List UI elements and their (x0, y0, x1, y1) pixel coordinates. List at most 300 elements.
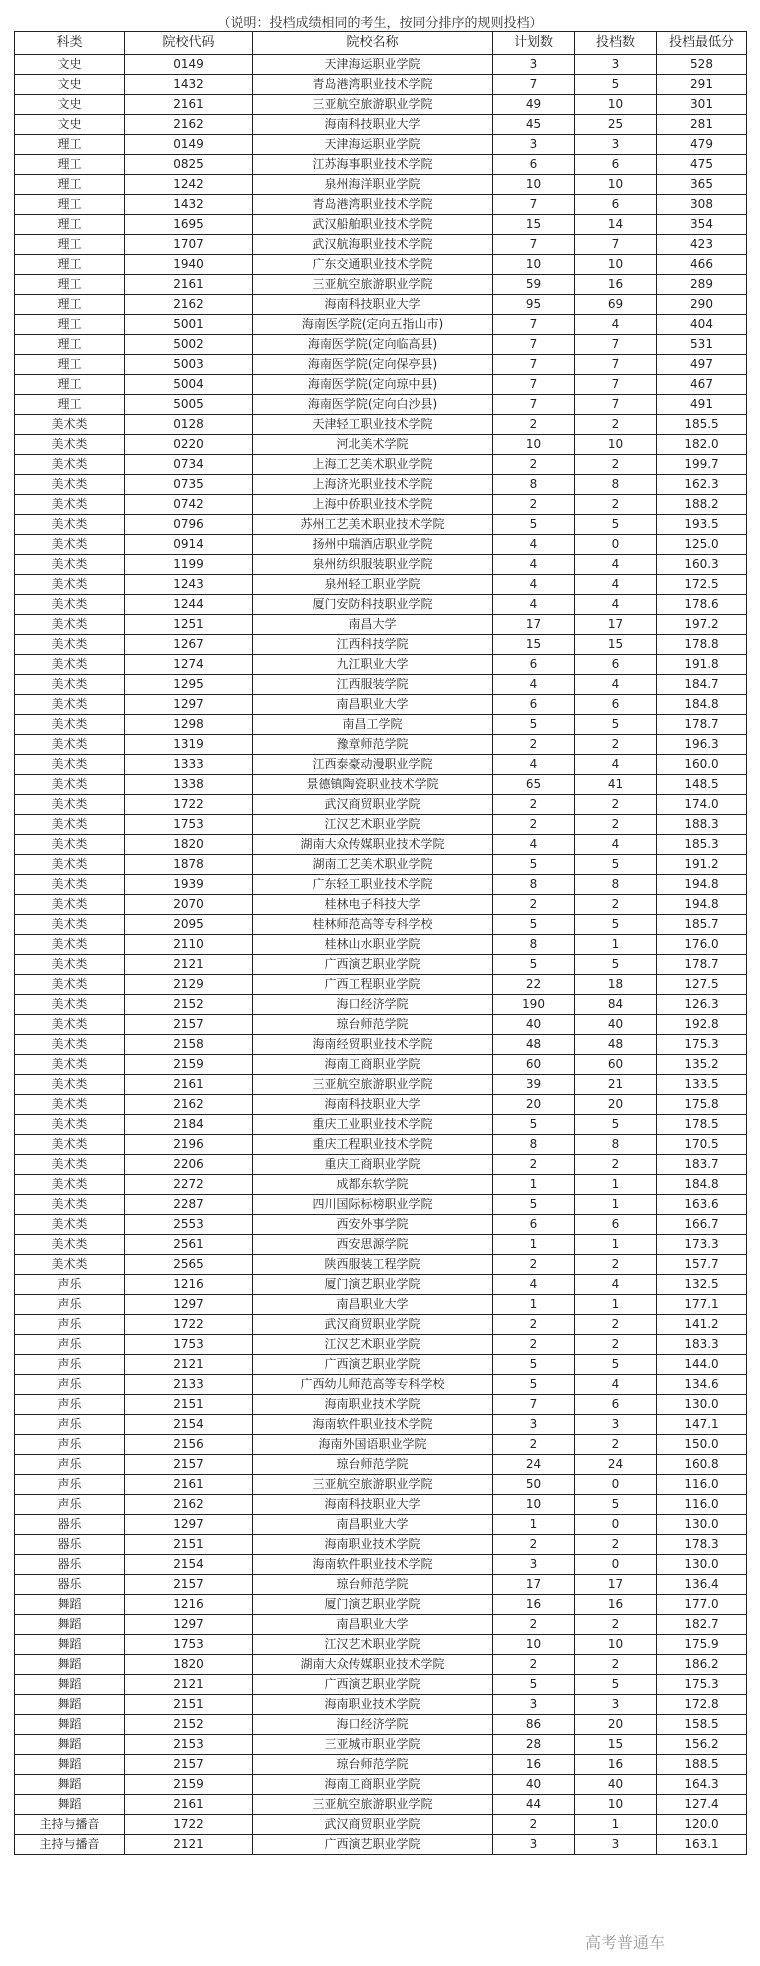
category-cell: 舞蹈 (15, 1595, 125, 1615)
admitted-cell: 4 (575, 835, 657, 855)
min-score-cell: 365 (657, 175, 747, 195)
table-row (15, 1835, 747, 1855)
school-code-cell: 5003 (125, 355, 253, 375)
school-code-cell: 2070 (125, 895, 253, 915)
admitted-cell: 5 (575, 1675, 657, 1695)
school-code-cell: 2162 (125, 115, 253, 135)
min-score-cell: 196.3 (657, 735, 747, 755)
school-code-cell: 1722 (125, 795, 253, 815)
table-row (15, 935, 747, 955)
category-cell: 理工 (15, 175, 125, 195)
category-cell: 声乐 (15, 1495, 125, 1515)
category-cell: 美术类 (15, 1195, 125, 1215)
school-name-cell: 海南职业技术学院 (253, 1535, 493, 1555)
min-score-cell: 308 (657, 195, 747, 215)
table-row (15, 1055, 747, 1075)
table-row (15, 375, 747, 395)
admitted-cell: 3 (575, 135, 657, 155)
category-cell: 美术类 (15, 475, 125, 495)
school-code-cell: 2161 (125, 95, 253, 115)
admitted-cell: 1 (575, 1235, 657, 1255)
school-code-cell: 2565 (125, 1255, 253, 1275)
table-row (15, 1635, 747, 1655)
admitted-cell: 60 (575, 1055, 657, 1075)
watermark-text: 高考普通车 (585, 1933, 666, 1952)
category-cell: 美术类 (15, 675, 125, 695)
category-cell: 理工 (15, 315, 125, 335)
table-row (15, 1695, 747, 1715)
category-cell: 理工 (15, 215, 125, 235)
school-name-cell: 三亚航空旅游职业学院 (253, 1795, 493, 1815)
table-row (15, 1375, 747, 1395)
school-code-cell: 0220 (125, 435, 253, 455)
category-cell: 美术类 (15, 955, 125, 975)
school-code-cell: 1216 (125, 1275, 253, 1295)
school-name-cell: 海南科技职业大学 (253, 295, 493, 315)
plan-cell: 5 (493, 1195, 575, 1215)
plan-cell: 7 (493, 235, 575, 255)
table-row (15, 1475, 747, 1495)
min-score-cell: 466 (657, 255, 747, 275)
min-score-cell: 150.0 (657, 1435, 747, 1455)
school-code-cell: 1707 (125, 235, 253, 255)
admitted-cell: 14 (575, 215, 657, 235)
school-code-cell: 2129 (125, 975, 253, 995)
category-cell: 美术类 (15, 975, 125, 995)
category-cell: 美术类 (15, 1135, 125, 1155)
table-row (15, 1215, 747, 1235)
school-code-cell: 1432 (125, 195, 253, 215)
school-name-cell: 江西泰豪动漫职业学院 (253, 755, 493, 775)
admitted-cell: 2 (575, 1435, 657, 1455)
plan-cell: 5 (493, 1115, 575, 1135)
plan-cell: 1 (493, 1235, 575, 1255)
table-row (15, 1715, 747, 1735)
min-score-cell: 175.8 (657, 1095, 747, 1115)
min-score-cell: 162.3 (657, 475, 747, 495)
admitted-cell: 8 (575, 475, 657, 495)
school-name-cell: 四川国际标榜职业学院 (253, 1195, 493, 1215)
school-name-cell: 西安外事学院 (253, 1215, 493, 1235)
table-row (15, 315, 747, 335)
admitted-cell: 2 (575, 795, 657, 815)
category-cell: 舞蹈 (15, 1775, 125, 1795)
admitted-cell: 4 (575, 315, 657, 335)
school-code-cell: 2196 (125, 1135, 253, 1155)
category-cell: 理工 (15, 335, 125, 355)
admitted-cell: 5 (575, 1115, 657, 1135)
category-cell: 声乐 (15, 1455, 125, 1475)
school-name-cell: 江苏海事职业技术学院 (253, 155, 493, 175)
min-score-cell: 130.0 (657, 1555, 747, 1575)
table-row (15, 815, 747, 835)
category-cell: 舞蹈 (15, 1655, 125, 1675)
min-score-cell: 120.0 (657, 1815, 747, 1835)
school-code-cell: 2161 (125, 1075, 253, 1095)
min-score-cell: 290 (657, 295, 747, 315)
school-code-cell: 1297 (125, 1615, 253, 1635)
school-name-cell: 湖南大众传媒职业技术学院 (253, 835, 493, 855)
table-row (15, 575, 747, 595)
table-row (15, 675, 747, 695)
category-cell: 器乐 (15, 1515, 125, 1535)
min-score-cell: 177.1 (657, 1295, 747, 1315)
category-cell: 美术类 (15, 1175, 125, 1195)
plan-cell: 6 (493, 155, 575, 175)
admitted-cell: 2 (575, 1315, 657, 1335)
school-code-cell: 2157 (125, 1575, 253, 1595)
min-score-cell: 172.5 (657, 575, 747, 595)
category-cell: 美术类 (15, 815, 125, 835)
table-row (15, 1355, 747, 1375)
school-name-cell: 琼台师范学院 (253, 1015, 493, 1035)
plan-cell: 24 (493, 1455, 575, 1475)
plan-cell: 2 (493, 815, 575, 835)
plan-cell: 7 (493, 395, 575, 415)
table-row (15, 895, 747, 915)
category-cell: 器乐 (15, 1575, 125, 1595)
admitted-cell: 40 (575, 1015, 657, 1035)
plan-cell: 10 (493, 435, 575, 455)
table-row (15, 1555, 747, 1575)
plan-cell: 2 (493, 795, 575, 815)
admitted-cell: 15 (575, 1735, 657, 1755)
plan-cell: 7 (493, 335, 575, 355)
school-name-cell: 青岛港湾职业技术学院 (253, 75, 493, 95)
plan-cell: 10 (493, 1495, 575, 1515)
table-row (15, 235, 747, 255)
min-score-cell: 158.5 (657, 1715, 747, 1735)
admitted-cell: 2 (575, 455, 657, 475)
category-cell: 理工 (15, 375, 125, 395)
school-name-cell: 豫章师范学院 (253, 735, 493, 755)
min-score-cell: 497 (657, 355, 747, 375)
min-score-cell: 148.5 (657, 775, 747, 795)
table-row (15, 335, 747, 355)
min-score-cell: 188.5 (657, 1755, 747, 1775)
admitted-cell: 1 (575, 1175, 657, 1195)
school-code-cell: 2553 (125, 1215, 253, 1235)
category-cell: 美术类 (15, 915, 125, 935)
table-row (15, 975, 747, 995)
col-header-admitted: 投档数 (575, 32, 657, 55)
plan-cell: 39 (493, 1075, 575, 1095)
school-code-cell: 0735 (125, 475, 253, 495)
table-row (15, 155, 747, 175)
table-row (15, 735, 747, 755)
admitted-cell: 7 (575, 335, 657, 355)
plan-cell: 1 (493, 1295, 575, 1315)
school-name-cell: 三亚城市职业学院 (253, 1735, 493, 1755)
min-score-cell: 192.8 (657, 1015, 747, 1035)
col-header-plan: 计划数 (493, 32, 575, 55)
school-name-cell: 天津轻工职业技术学院 (253, 415, 493, 435)
plan-cell: 2 (493, 1435, 575, 1455)
school-name-cell: 泉州轻工职业学院 (253, 575, 493, 595)
category-cell: 美术类 (15, 1015, 125, 1035)
admitted-cell: 0 (575, 1555, 657, 1575)
table-row (15, 455, 747, 475)
plan-cell: 5 (493, 1355, 575, 1375)
school-code-cell: 2158 (125, 1035, 253, 1055)
col-header-school-name: 院校名称 (253, 32, 493, 55)
table-note: （说明：投档成绩相同的考生，按同分排序的规则投档） (217, 16, 543, 31)
admitted-cell: 5 (575, 1495, 657, 1515)
school-code-cell: 2151 (125, 1695, 253, 1715)
plan-cell: 20 (493, 1095, 575, 1115)
admitted-cell: 4 (575, 555, 657, 575)
admitted-cell: 5 (575, 855, 657, 875)
category-cell: 美术类 (15, 435, 125, 455)
school-name-cell: 琼台师范学院 (253, 1455, 493, 1475)
category-cell: 舞蹈 (15, 1635, 125, 1655)
table-row (15, 1255, 747, 1275)
min-score-cell: 144.0 (657, 1355, 747, 1375)
plan-cell: 2 (493, 895, 575, 915)
admitted-cell: 2 (575, 895, 657, 915)
admitted-cell: 2 (575, 1615, 657, 1635)
school-name-cell: 海南经贸职业技术学院 (253, 1035, 493, 1055)
category-cell: 舞蹈 (15, 1735, 125, 1755)
school-name-cell: 广西演艺职业学院 (253, 1675, 493, 1695)
min-score-cell: 291 (657, 75, 747, 95)
category-cell: 美术类 (15, 575, 125, 595)
table-row (15, 915, 747, 935)
admitted-cell: 17 (575, 615, 657, 635)
min-score-cell: 183.3 (657, 1335, 747, 1355)
plan-cell: 4 (493, 595, 575, 615)
plan-cell: 6 (493, 655, 575, 675)
table-row (15, 1495, 747, 1515)
school-code-cell: 2121 (125, 1835, 253, 1855)
school-code-cell: 2162 (125, 1095, 253, 1115)
admitted-cell: 18 (575, 975, 657, 995)
category-cell: 理工 (15, 295, 125, 315)
admitted-cell: 0 (575, 535, 657, 555)
plan-cell: 48 (493, 1035, 575, 1055)
school-name-cell: 海南软件职业技术学院 (253, 1415, 493, 1435)
category-cell: 声乐 (15, 1335, 125, 1355)
admitted-cell: 10 (575, 435, 657, 455)
plan-cell: 2 (493, 1335, 575, 1355)
table-row (15, 355, 747, 375)
category-cell: 美术类 (15, 1215, 125, 1235)
school-code-cell: 1298 (125, 715, 253, 735)
plan-cell: 4 (493, 675, 575, 695)
admitted-cell: 2 (575, 1655, 657, 1675)
admitted-cell: 69 (575, 295, 657, 315)
school-name-cell: 南昌职业大学 (253, 695, 493, 715)
plan-cell: 86 (493, 1715, 575, 1735)
plan-cell: 2 (493, 1535, 575, 1555)
category-cell: 美术类 (15, 795, 125, 815)
school-name-cell: 苏州工艺美术职业技术学院 (253, 515, 493, 535)
table-row (15, 1795, 747, 1815)
min-score-cell: 175.9 (657, 1635, 747, 1655)
min-score-cell: 160.0 (657, 755, 747, 775)
school-name-cell: 江西科技学院 (253, 635, 493, 655)
min-score-cell: 404 (657, 315, 747, 335)
school-code-cell: 1319 (125, 735, 253, 755)
table-row (15, 295, 747, 315)
school-code-cell: 2184 (125, 1115, 253, 1135)
admitted-cell: 1 (575, 1195, 657, 1215)
plan-cell: 4 (493, 575, 575, 595)
category-cell: 声乐 (15, 1315, 125, 1335)
school-code-cell: 0149 (125, 55, 253, 75)
min-score-cell: 528 (657, 55, 747, 75)
min-score-cell: 116.0 (657, 1495, 747, 1515)
plan-cell: 65 (493, 775, 575, 795)
plan-cell: 7 (493, 195, 575, 215)
min-score-cell: 156.2 (657, 1735, 747, 1755)
school-name-cell: 海南医学院(定向白沙县) (253, 395, 493, 415)
category-cell: 理工 (15, 235, 125, 255)
category-cell: 主持与播音 (15, 1835, 125, 1855)
category-cell: 声乐 (15, 1415, 125, 1435)
table-row (15, 1415, 747, 1435)
admitted-cell: 84 (575, 995, 657, 1015)
school-name-cell: 上海济光职业技术学院 (253, 475, 493, 495)
plan-cell: 5 (493, 715, 575, 735)
school-name-cell: 厦门演艺职业学院 (253, 1275, 493, 1295)
table-row (15, 215, 747, 235)
school-name-cell: 武汉商贸职业学院 (253, 795, 493, 815)
col-header-category: 科类 (15, 32, 125, 55)
school-name-cell: 武汉商贸职业学院 (253, 1815, 493, 1835)
plan-cell: 5 (493, 855, 575, 875)
school-code-cell: 1940 (125, 255, 253, 275)
admitted-cell: 4 (575, 595, 657, 615)
min-score-cell: 475 (657, 155, 747, 175)
min-score-cell: 147.1 (657, 1415, 747, 1435)
plan-cell: 2 (493, 735, 575, 755)
school-name-cell: 南昌大学 (253, 615, 493, 635)
admitted-cell: 5 (575, 1355, 657, 1375)
table-row (15, 135, 747, 155)
school-code-cell: 1243 (125, 575, 253, 595)
admitted-cell: 4 (575, 1375, 657, 1395)
category-cell: 美术类 (15, 635, 125, 655)
min-score-cell: 479 (657, 135, 747, 155)
admitted-cell: 7 (575, 395, 657, 415)
table-row (15, 795, 747, 815)
school-name-cell: 琼台师范学院 (253, 1575, 493, 1595)
category-cell: 美术类 (15, 935, 125, 955)
school-name-cell: 武汉商贸职业学院 (253, 1315, 493, 1335)
min-score-cell: 163.1 (657, 1835, 747, 1855)
plan-cell: 22 (493, 975, 575, 995)
school-name-cell: 海南外国语职业学院 (253, 1435, 493, 1455)
category-cell: 主持与播音 (15, 1815, 125, 1835)
plan-cell: 4 (493, 555, 575, 575)
school-code-cell: 1820 (125, 1655, 253, 1675)
table-row (15, 1135, 747, 1155)
plan-cell: 8 (493, 935, 575, 955)
school-code-cell: 1333 (125, 755, 253, 775)
school-code-cell: 0734 (125, 455, 253, 475)
admitted-cell: 0 (575, 1515, 657, 1535)
category-cell: 美术类 (15, 1035, 125, 1055)
school-code-cell: 1820 (125, 835, 253, 855)
admitted-cell: 41 (575, 775, 657, 795)
min-score-cell: 163.6 (657, 1195, 747, 1215)
min-score-cell: 160.3 (657, 555, 747, 575)
school-name-cell: 天津海运职业学院 (253, 55, 493, 75)
table-row (15, 615, 747, 635)
plan-cell: 2 (493, 415, 575, 435)
table-row (15, 835, 747, 855)
plan-cell: 40 (493, 1015, 575, 1035)
admitted-cell: 2 (575, 735, 657, 755)
admitted-cell: 6 (575, 1215, 657, 1235)
school-code-cell: 1251 (125, 615, 253, 635)
plan-cell: 8 (493, 1135, 575, 1155)
school-name-cell: 海南工商职业学院 (253, 1775, 493, 1795)
school-code-cell: 0796 (125, 515, 253, 535)
admitted-cell: 20 (575, 1715, 657, 1735)
min-score-cell: 174.0 (657, 795, 747, 815)
table-row (15, 115, 747, 135)
plan-cell: 7 (493, 355, 575, 375)
min-score-cell: 301 (657, 95, 747, 115)
min-score-cell: 191.2 (657, 855, 747, 875)
admitted-cell: 4 (575, 575, 657, 595)
school-name-cell: 海南医学院(定向临高县) (253, 335, 493, 355)
table-row (15, 1735, 747, 1755)
category-cell: 文史 (15, 55, 125, 75)
plan-cell: 5 (493, 915, 575, 935)
category-cell: 声乐 (15, 1475, 125, 1495)
table-row (15, 415, 747, 435)
school-code-cell: 2133 (125, 1375, 253, 1395)
school-code-cell: 1753 (125, 1335, 253, 1355)
plan-cell: 4 (493, 755, 575, 775)
plan-cell: 6 (493, 1215, 575, 1235)
table-row (15, 535, 747, 555)
category-cell: 理工 (15, 255, 125, 275)
school-name-cell: 海南科技职业大学 (253, 115, 493, 135)
category-cell: 美术类 (15, 1055, 125, 1075)
plan-cell: 2 (493, 455, 575, 475)
admitted-cell: 10 (575, 1635, 657, 1655)
table-row (15, 555, 747, 575)
min-score-cell: 193.5 (657, 515, 747, 535)
plan-cell: 2 (493, 1155, 575, 1175)
school-code-cell: 0914 (125, 535, 253, 555)
plan-cell: 10 (493, 255, 575, 275)
table-row (15, 275, 747, 295)
plan-cell: 190 (493, 995, 575, 1015)
school-name-cell: 海南医学院(定向琼中县) (253, 375, 493, 395)
school-code-cell: 5005 (125, 395, 253, 415)
min-score-cell: 178.5 (657, 1115, 747, 1135)
min-score-cell: 164.3 (657, 1775, 747, 1795)
school-code-cell: 5004 (125, 375, 253, 395)
min-score-cell: 130.0 (657, 1515, 747, 1535)
min-score-cell: 183.7 (657, 1155, 747, 1175)
school-name-cell: 泉州纺织服装职业学院 (253, 555, 493, 575)
table-row (15, 1615, 747, 1635)
admitted-cell: 24 (575, 1455, 657, 1475)
category-cell: 美术类 (15, 1155, 125, 1175)
school-name-cell: 广东交通职业技术学院 (253, 255, 493, 275)
category-cell: 文史 (15, 115, 125, 135)
admitted-cell: 7 (575, 375, 657, 395)
category-cell: 美术类 (15, 995, 125, 1015)
min-score-cell: 157.7 (657, 1255, 747, 1275)
table-row (15, 1775, 747, 1795)
